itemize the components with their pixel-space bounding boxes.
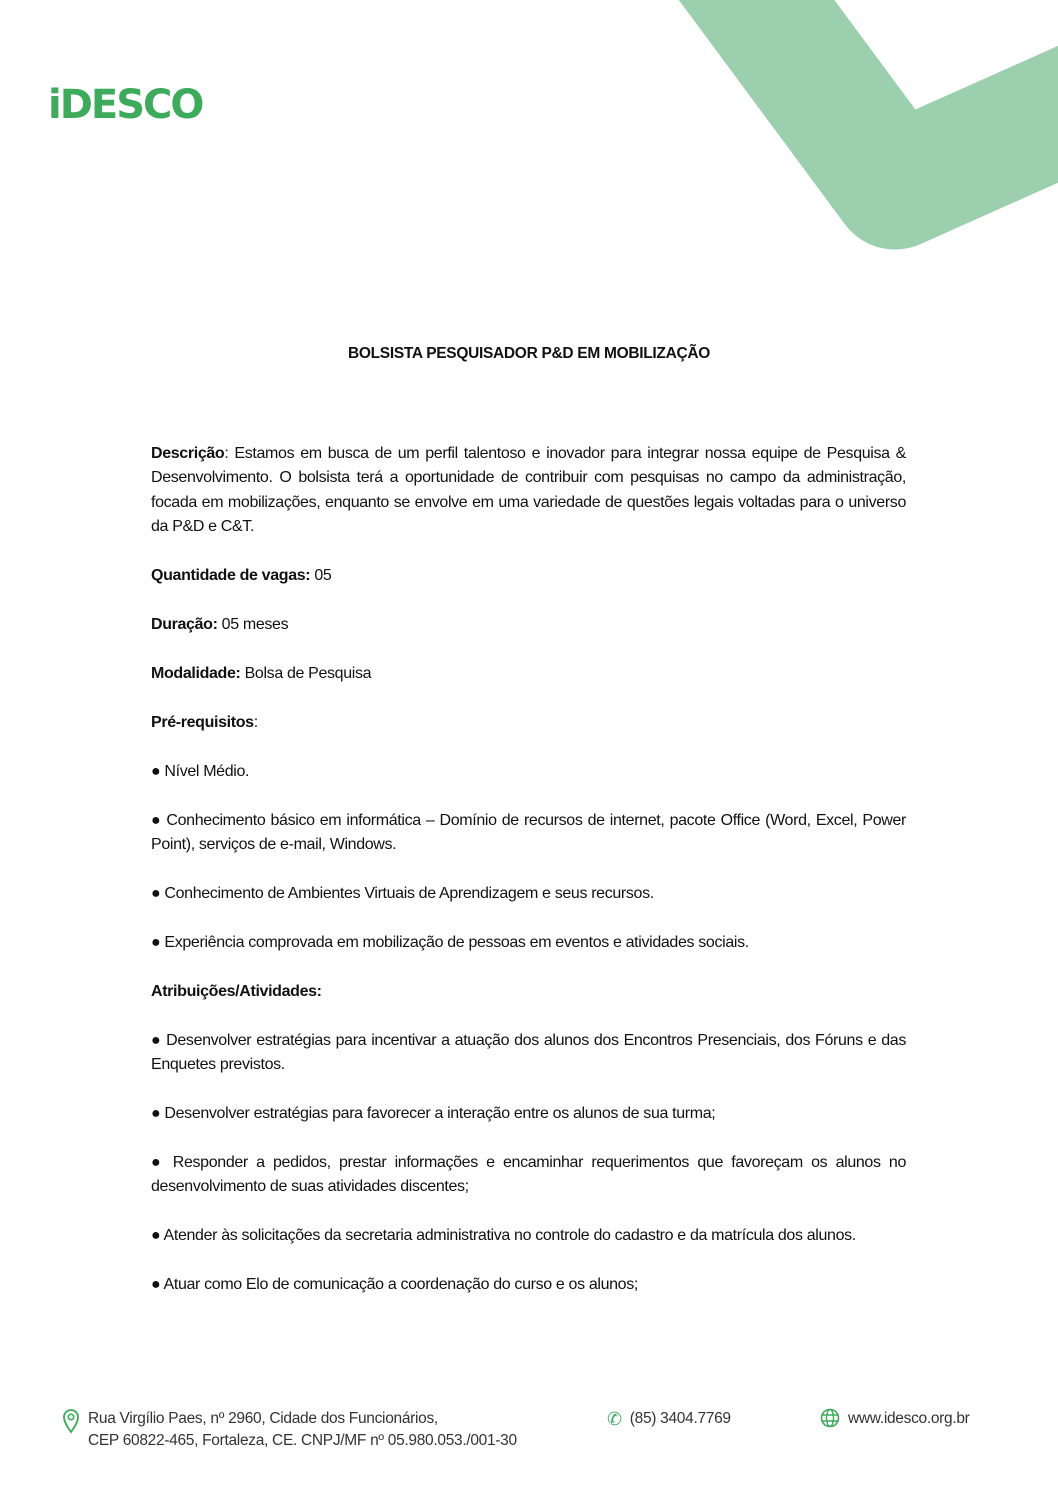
list-item: ● Conhecimento básico em informática – Domínio de recursos de internet, pacote Office (Word, Excel, Power Point), serviços de e-mail, Windows. <box>151 811 906 854</box>
website-link[interactable]: www.idesco.org.br <box>848 1410 970 1427</box>
field-vagas: Quantidade de vagas: 05 <box>151 567 332 585</box>
duties-heading: Atribuições/Atividades: <box>151 982 322 1000</box>
list-item: ● Desenvolver estratégias para favorecer a interação entre os alunos de sua turma; <box>151 1105 716 1122</box>
footer-website <box>820 1408 970 1433</box>
list-item: ● Experiência comprovada em mobilização de pessoas em eventos e atividades sociais. <box>151 933 749 951</box>
document-body <box>151 442 906 1322</box>
list-item: ● Responder a pedidos, prestar informações e encaminhar requerimentos que favoreçam os alunos no desenvolvimento de suas atividades discentes; <box>151 1153 906 1196</box>
footer-address: Rua Virgílio Paes, nº 2960, Cidade dos Funcionários, CEP 60822-465, Fortaleza, CE. CNPJ/MF nº 05.980.053./001-30 <box>62 1408 517 1452</box>
list-item: ● Conhecimento de Ambientes Virtuais de Aprendizagem e seus recursos. <box>151 884 654 902</box>
footer-phone: ✆ (85) 3404.7769 <box>607 1409 731 1429</box>
idesco-logo: iDESCO <box>48 82 203 128</box>
location-pin-icon <box>62 1408 80 1439</box>
description: Descrição: Estamos em busca de um perfil talentoso e inovador para integrar nossa equipe de Pesquisa & Desenvolvimento. O bolsista terá a oportunidade de contribuir com pesquisas no campo da administração, focada em mobilizações, enquanto se envolve em uma variedade de questões legais voltadas para o universo da P&D e C&T. <box>151 445 906 536</box>
field-modalidade: Modalidade: Bolsa de Pesquisa <box>151 664 372 682</box>
field-duracao: Duração: 05 meses <box>151 616 289 634</box>
prerequisites-heading: Pré-requisitos: <box>151 713 258 731</box>
globe-icon <box>820 1408 840 1433</box>
list-item: ● Atuar como Elo de comunicação a coordenação do curso e os alunos; <box>151 1276 638 1294</box>
page-title: BOLSISTA PESQUISADOR P&D EM MOBILIZAÇÃO <box>347 345 711 362</box>
list-item: ● Desenvolver estratégias para incentivar a atuação dos alunos dos Encontros Presenciais, dos Fóruns e das Enquetes previstos. <box>151 1031 906 1074</box>
list-item: ● Atender às solicitações da secretaria administrativa no controle do cadastro e da matrícula dos alunos. <box>151 1227 856 1245</box>
decorative-chevron <box>0 0 1058 300</box>
list-item: ● Nível Médio. <box>151 762 250 780</box>
phone-icon: ✆ <box>607 1409 622 1429</box>
